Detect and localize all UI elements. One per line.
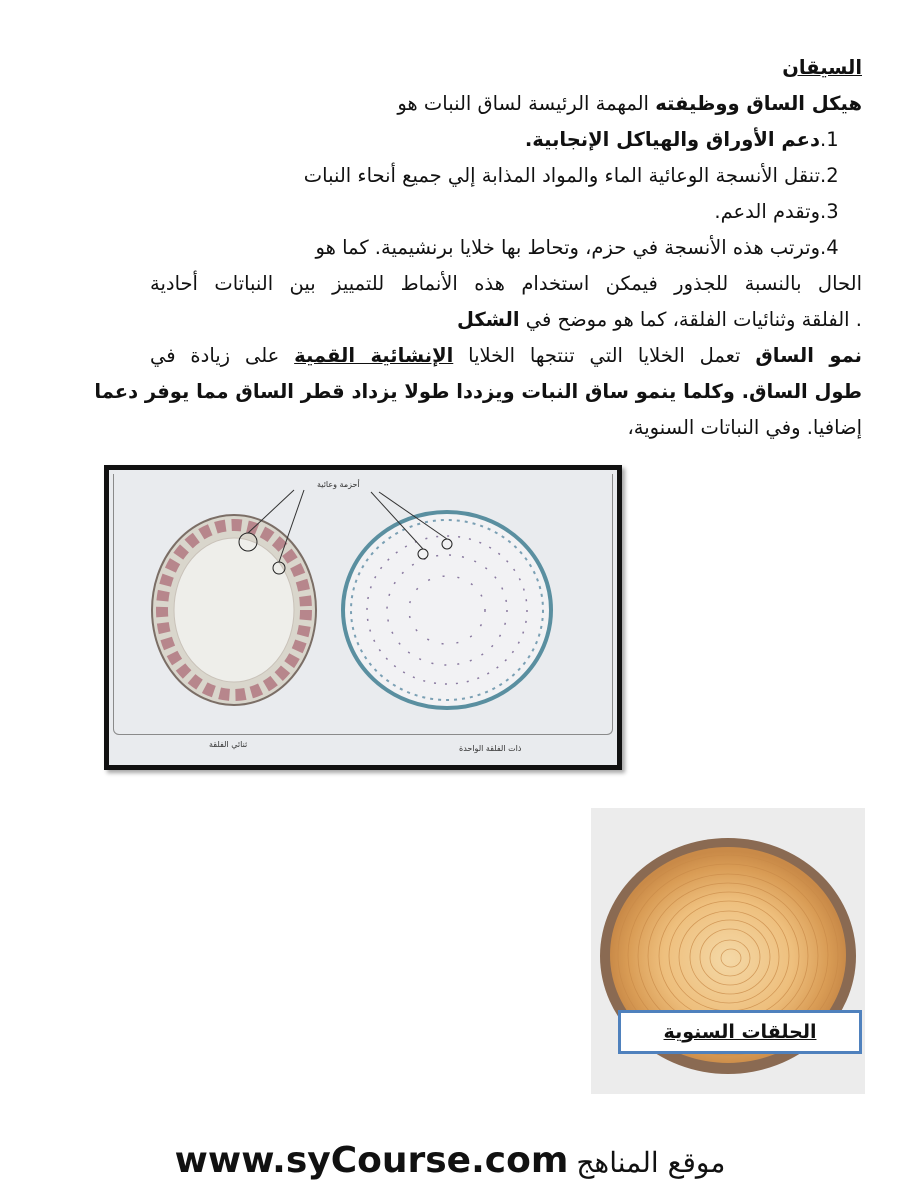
list-text: تنقل الأنسجة الوعائية الماء والمواد المذابة إلي جميع أنحاء النبات: [303, 164, 820, 187]
list-text: وتقدم الدعم.: [714, 200, 820, 223]
list-item: [150, 194, 862, 230]
structure-intro-text: المهمة الرئيسة لساق النبات هو: [397, 92, 656, 115]
growth-heading: نمو الساق: [755, 344, 862, 367]
monocot-stem-section: [343, 492, 551, 708]
meristem-term: الإنشائية القمية: [294, 344, 454, 367]
growth-text: تعمل الخلايا التي تنتجها الخلايا: [453, 344, 756, 367]
paragraph-line: الحال بالنسبة للجذور فيمكن استخدام هذه الأنماط للتمييز بين النباتات أحادية: [150, 272, 862, 295]
dicot-stem-section: [152, 490, 316, 705]
figure-reference: الشكل: [456, 308, 520, 331]
list-item: [150, 158, 862, 194]
structure-heading: هيكل الساق ووظيفته: [655, 92, 862, 115]
page-title: السيقان: [782, 56, 862, 79]
paragraph-line: [150, 302, 862, 338]
list-item: [150, 230, 862, 266]
stem-cross-section-figure: [104, 465, 622, 770]
list-number: 3.: [820, 200, 839, 223]
stem-sections-illustration: [109, 470, 609, 757]
list-item: [150, 122, 862, 158]
growth-text: على زيادة في: [150, 344, 295, 367]
footer-url[interactable]: www.syCourse.com: [174, 1140, 569, 1181]
growth-line: طول الساق. وكلما ينمو ساق النبات ويزددا طولا يزداد قطر الساق مما يوفر دعما: [94, 380, 862, 403]
site-footer: [0, 1140, 900, 1181]
growth-line: [150, 338, 862, 374]
growth-line: إضافيا. وفي النباتات السنوية،: [627, 416, 862, 439]
list-text: وترتب هذه الأنسجة في حزم، وتحاط بها خلايا برنشيمية. كما هو: [315, 236, 820, 259]
list-number: 4.: [820, 236, 839, 259]
list-number: 1.: [820, 128, 839, 151]
structure-intro: [150, 86, 862, 122]
vascular-bundles-label: أحزمة وعائية: [317, 480, 360, 489]
monocot-caption: ذات الفلقة الواحدة: [459, 744, 522, 753]
list-number: 2.: [820, 164, 839, 187]
article-text: [94, 50, 862, 446]
paragraph-text: . الفلقة وثنائيات الفلقة، كما هو موضح في: [519, 308, 862, 331]
dicot-caption: ثنائي الفلقة: [209, 740, 248, 749]
footer-site-name: موقع المناهج: [576, 1146, 726, 1179]
annual-rings-label: الحلقات السنوية: [618, 1010, 862, 1054]
list-text: دعم الأوراق والهياكل الإنجابية.: [524, 128, 820, 151]
